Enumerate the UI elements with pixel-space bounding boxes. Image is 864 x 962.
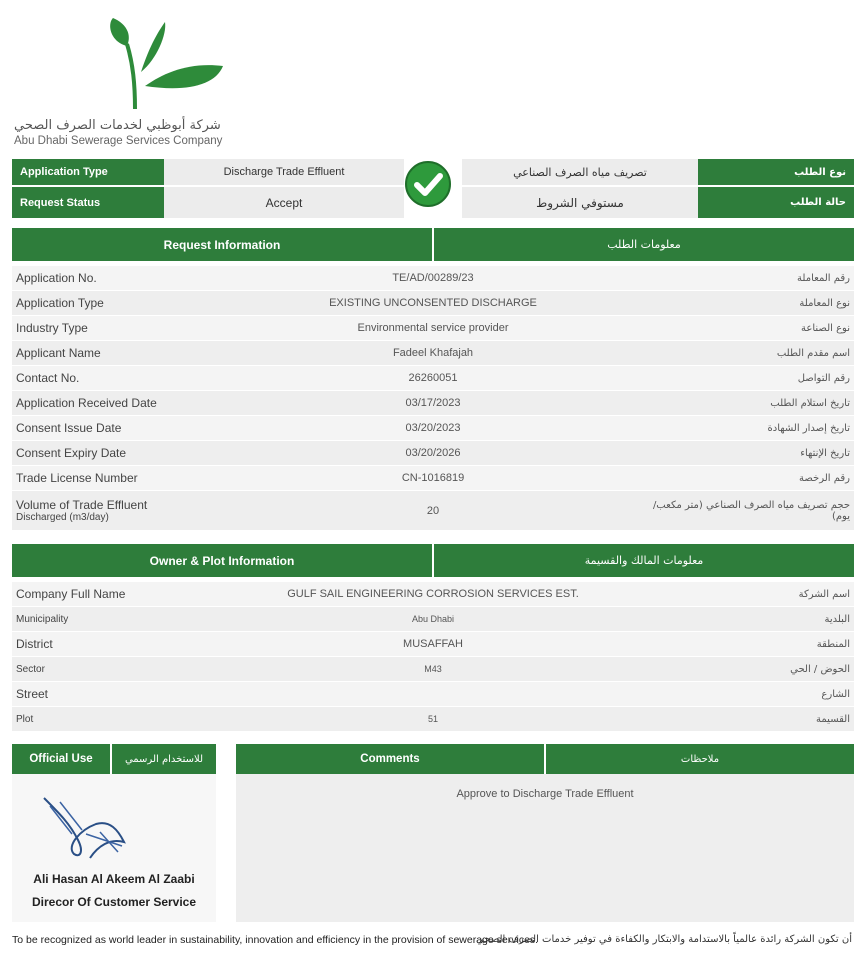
row-value: 03/20/2026 [405, 447, 461, 459]
request-status-value-ar: مستوفي الشروط [462, 187, 698, 218]
row-label: Plot [16, 713, 34, 725]
row-value: 20 [426, 504, 440, 517]
owner-plot-information-header [12, 544, 854, 577]
row-value: EXISTING UNCONSENTED DISCHARGE [329, 297, 537, 309]
row-label-ar: حجم تصريف مياه الصرف الصناعي (متر مكعب/يوم) [652, 499, 850, 522]
signature-icon [40, 794, 140, 864]
footer-vision-arabic: أن تكون الشركة رائدة عالمياً بالاستدامة والابتكار والكفاءة في توفير خدمات الصرف الصحي [476, 934, 852, 945]
row-label: Application No. [16, 271, 97, 285]
row-label: Company Full Name [16, 587, 126, 601]
footer-vision-english: To be recognized as world leader in sustainability, innovation and efficiency in the provision of sewerage services. [12, 934, 539, 946]
owner-plot-information-title: Owner & Plot Information [12, 544, 434, 577]
table-row [12, 316, 854, 341]
official-use-title: Official Use [12, 744, 112, 774]
row-label-line2: Discharged (m3/day) [16, 512, 109, 523]
comments-text: Approve to Discharge Trade Effluent [456, 788, 634, 800]
row-label-ar: البلدية [824, 613, 850, 625]
row-label-ar: نوع المعاملة [799, 297, 850, 309]
row-value: 26260051 [408, 372, 458, 384]
official-position: Direcor Of Customer Service [31, 895, 197, 909]
row-label-ar: رقم المعاملة [797, 272, 850, 284]
table-row [12, 682, 854, 707]
table-row [12, 366, 854, 391]
row-value: 03/17/2023 [405, 397, 461, 409]
official-name: Ali Hasan Al Akeem Al Zaabi [33, 872, 195, 886]
row-label-ar: رقم الرخصة [798, 472, 850, 484]
official-use-title-ar: للاستخدام الرسمي [112, 744, 216, 774]
comments-title-ar: ملاحظات [546, 744, 854, 774]
row-label: Consent Issue Date [16, 421, 122, 435]
request-information-title: Request Information [12, 228, 434, 261]
owner-plot-information-title-ar: معلومات المالك والقسيمة [434, 544, 854, 577]
row-label-line1: Volume of Trade Effluent [16, 498, 148, 512]
official-use-panel [12, 744, 216, 922]
table-row [12, 466, 854, 491]
row-label-ar: المنطقة [816, 638, 850, 650]
row-value: MUSAFFAH [403, 638, 463, 650]
table-row [12, 416, 854, 441]
official-use-header [12, 744, 216, 774]
request-information-table [12, 266, 854, 531]
application-type-value-ar: تصريف مياه الصرف الصناعي [462, 159, 698, 185]
row-value: TE/AD/00289/23 [392, 272, 474, 284]
row-label-ar: نوع الصناعة [801, 322, 850, 334]
table-row [12, 632, 854, 657]
table-row [12, 341, 854, 366]
row-label-ar: تاريخ الإنتهاء [800, 447, 850, 459]
row-label: Contact No. [16, 371, 80, 385]
table-row [12, 707, 854, 732]
application-type-value: Discharge Trade Effluent [164, 159, 404, 185]
row-value: CN-1016819 [401, 472, 465, 484]
row-label: Street [16, 687, 49, 701]
comments-title: Comments [236, 744, 546, 774]
owner-plot-information-table [12, 582, 854, 732]
row-label: Applicant Name [16, 346, 101, 360]
table-row [12, 657, 854, 682]
row-label: Sector [16, 663, 45, 675]
application-type-label-ar: نوع الطلب [698, 159, 854, 185]
row-label-ar: اسم مقدم الطلب [776, 347, 850, 359]
row-value: GULF SAIL ENGINEERING CORROSION SERVICES EST. [287, 588, 579, 600]
row-value: Abu Dhabi [411, 614, 455, 624]
row-value: Environmental service provider [357, 322, 509, 334]
table-row [12, 582, 854, 607]
comments-header [236, 744, 854, 774]
company-logo [10, 14, 250, 154]
row-label: Trade License Number [16, 471, 138, 485]
table-row [12, 391, 854, 416]
leaf-logo-icon [105, 14, 235, 114]
row-label: Municipality [16, 613, 69, 625]
row-label-ar: تاريخ إصدار الشهادة [767, 422, 850, 434]
table-row [12, 491, 854, 531]
application-type-label: Application Type [12, 159, 164, 185]
row-value: 51 [427, 714, 438, 724]
row-label: District [16, 637, 53, 651]
table-row [12, 266, 854, 291]
request-information-header [12, 228, 854, 261]
row-value: M43 [424, 664, 442, 674]
row-label: Industry Type [16, 321, 88, 335]
row-label: Application Received Date [16, 396, 157, 410]
request-information-title-ar: معلومات الطلب [434, 228, 854, 261]
row-label-ar: تاريخ استلام الطلب [770, 397, 850, 409]
row-label-ar: القسيمة [816, 713, 850, 725]
row-label-ar: رقم التواصل [797, 372, 850, 384]
row-label [12, 491, 220, 530]
row-value: 03/20/2023 [405, 422, 461, 434]
row-label: Application Type [16, 296, 104, 310]
request-status-label: Request Status [12, 187, 164, 218]
table-row [12, 441, 854, 466]
table-row [12, 291, 854, 316]
row-label: Consent Expiry Date [16, 446, 127, 460]
row-label-ar: الحوض / الحي [790, 663, 850, 675]
comments-panel [236, 744, 854, 922]
logo-english-text: Abu Dhabi Sewerage Services Company [14, 135, 223, 147]
check-circle-icon [404, 160, 452, 208]
request-status-label-ar: حالة الطلب [698, 187, 854, 218]
row-value [220, 682, 646, 706]
logo-arabic-text: شركة أبوظبي لخدمات الصرف الصحي [14, 118, 221, 133]
request-status-value: Accept [164, 187, 404, 218]
row-label-ar: الشارع [821, 688, 850, 700]
table-row [12, 607, 854, 632]
row-value: Fadeel Khafajah [392, 347, 474, 359]
row-label-ar: اسم الشركة [798, 588, 850, 600]
